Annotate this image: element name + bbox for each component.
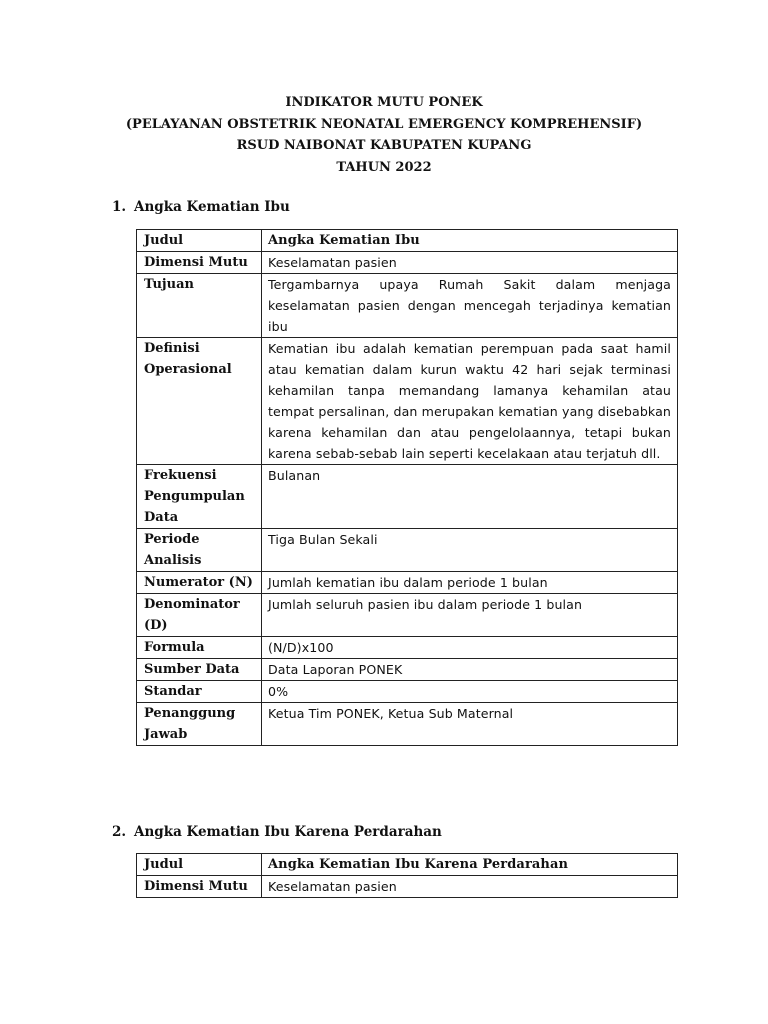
table-row xyxy=(137,230,678,252)
section-title-text: Angka Kematian Ibu xyxy=(134,199,290,215)
table-row xyxy=(137,572,678,594)
row-value: Jumlah seluruh pasien ibu dalam periode 1 bulan xyxy=(262,594,678,637)
section-2-title xyxy=(112,822,442,842)
row-label: Formula xyxy=(137,637,262,659)
row-label: Numerator (N) xyxy=(137,572,262,594)
row-label: Periode Analisis xyxy=(137,529,262,572)
header-line-4: TAHUN 2022 xyxy=(336,159,432,175)
header-line-2: (PELAYANAN OBSTETRIK NEONATAL EMERGENCY KOMPREHENSIF) xyxy=(125,116,643,132)
table-row xyxy=(137,274,678,338)
table-row xyxy=(137,703,678,746)
table-row xyxy=(137,465,678,529)
row-value: Ketua Tim PONEK, Ketua Sub Maternal xyxy=(262,703,678,746)
row-label: Sumber Data xyxy=(137,659,262,681)
section-title-text: Angka Kematian Ibu Karena Perdarahan xyxy=(134,824,442,840)
row-label: Judul xyxy=(137,230,262,252)
row-label: Penanggung Jawab xyxy=(137,703,262,746)
row-value: Angka Kematian Ibu xyxy=(262,230,678,252)
row-value: Jumlah kematian ibu dalam periode 1 bulan xyxy=(262,572,678,594)
indicator-table-2 xyxy=(136,853,678,898)
row-label: Denominator (D) xyxy=(137,594,262,637)
row-value: Tergambarnya upaya Rumah Sakit dalam menjaga keselamatan pasien dengan mencegah terjadinya kematian ibu xyxy=(262,274,678,338)
row-label: Frekuensi Pengumpulan Data xyxy=(137,465,262,529)
row-value: Keselamatan pasien xyxy=(262,252,678,274)
table-row xyxy=(137,854,678,876)
row-label: Definisi Operasional xyxy=(137,338,262,465)
row-value: Keselamatan pasien xyxy=(262,876,678,898)
section-number: 2. xyxy=(112,824,127,840)
row-value: Data Laporan PONEK xyxy=(262,659,678,681)
row-label: Dimensi Mutu xyxy=(137,876,262,898)
row-label: Tujuan xyxy=(137,274,262,338)
indicator-table-1 xyxy=(136,229,678,746)
row-value: (N/D)x100 xyxy=(262,637,678,659)
table-row xyxy=(137,338,678,465)
row-value: Bulanan xyxy=(262,465,678,529)
row-label: Dimensi Mutu xyxy=(137,252,262,274)
section-1-title xyxy=(112,197,290,217)
table-row xyxy=(137,681,678,703)
header-line-3: RSUD NAIBONAT KABUPATEN KUPANG xyxy=(236,138,532,153)
row-value: Tiga Bulan Sekali xyxy=(262,529,678,572)
table-row xyxy=(137,529,678,572)
row-value: Kematian ibu adalah kematian perempuan pada saat hamil atau kematian dalam kurun waktu 42 hari sejak terminasi kehamilan tanpa memandang lamanya kehamilan atau tempat persalinan, dan merupakan kematian yang disebabkan karena kehamilan dan atau pengelolaannya, tetapi bukan karena sebab-sebab lain seperti kecelakaan atau terjatuh dll. xyxy=(262,338,678,465)
row-label: Judul xyxy=(137,854,262,876)
row-label: Standar xyxy=(137,681,262,703)
table-row xyxy=(137,637,678,659)
table-row xyxy=(137,594,678,637)
table-row xyxy=(137,659,678,681)
table-row xyxy=(137,252,678,274)
row-value: Angka Kematian Ibu Karena Perdarahan xyxy=(262,854,678,876)
row-value: 0% xyxy=(262,681,678,703)
table-row xyxy=(137,876,678,898)
header-line-1: INDIKATOR MUTU PONEK xyxy=(285,95,483,110)
section-number: 1. xyxy=(112,199,127,215)
document-header xyxy=(0,92,768,178)
